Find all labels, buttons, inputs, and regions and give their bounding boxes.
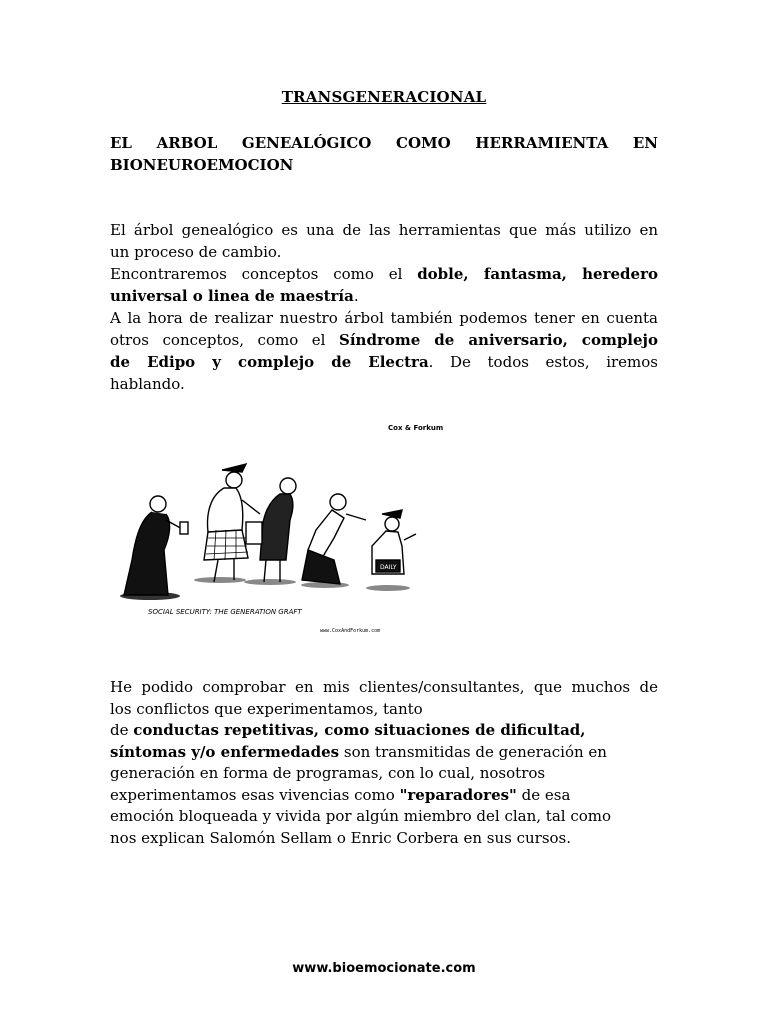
text-line xyxy=(110,263,658,285)
cartoon-url: www.CoxAndForkum.com xyxy=(320,628,381,634)
text-line: los conflictos que experimentamos, tanto xyxy=(110,699,423,718)
bold-span: doble, fantasma, heredero xyxy=(417,265,658,283)
text-span: Encontraremos conceptos como el xyxy=(110,265,418,283)
text-span: . De todos estos, iremos xyxy=(428,353,658,371)
subtitle-line-1: EL ARBOL GENEALÓGICO COMO HERRAMIENTA EN xyxy=(110,134,658,152)
text-line xyxy=(110,285,658,307)
page-title: TRANSGENERACIONAL xyxy=(281,88,487,106)
text-line xyxy=(110,351,658,373)
bold-span: conductas repetitivas, como situaciones de dificultad, xyxy=(133,721,586,739)
text-line: un proceso de cambio. xyxy=(110,243,282,261)
bold-span: de Edipo y complejo de Electra xyxy=(110,353,429,371)
bold-span: "reparadores" xyxy=(399,785,517,804)
text-line xyxy=(110,785,658,807)
text-span: otros conceptos, como el xyxy=(110,331,340,349)
cartoon-signature: Cox & Forkum xyxy=(388,424,444,432)
bold-span: Síndrome de aniversario, complejo xyxy=(339,331,658,349)
subtitle xyxy=(110,132,658,176)
text-span: experimentamos esas vivencias como xyxy=(110,785,400,804)
text-line: A la hora de realizar nuestro árbol también podemos tener en cuenta xyxy=(110,309,658,327)
footer-website: www.bioemocionate.com xyxy=(292,961,476,976)
bold-span: universal o linea de maestría xyxy=(110,287,354,305)
bold-span: síntomas y/o enfermedades xyxy=(110,742,340,761)
text-line xyxy=(110,329,658,351)
text-span: . xyxy=(353,287,359,305)
text-line: generación en forma de programas, con lo cual, nosotros xyxy=(110,764,546,782)
text-line: nos explican Salomón Sellam o Enric Corbera en sus cursos. xyxy=(110,828,572,847)
text-line: hablando. xyxy=(110,375,185,393)
text-line: emoción bloqueada y vivida por algún miembro del clan, tal como xyxy=(110,807,612,825)
text-span: de esa xyxy=(516,785,571,804)
text-line: El árbol genealógico es una de las herramientas que más utilizo en xyxy=(110,221,658,239)
paragraph-conflicts xyxy=(110,677,658,849)
cartoon-illustration xyxy=(110,410,444,640)
subtitle-line-2: BIONEUROEMOCION xyxy=(110,156,294,174)
cartoon-caption: SOCIAL SECURITY: THE GENERATION GRAFT xyxy=(148,608,302,616)
text-span: son transmitidas de generación en xyxy=(339,742,607,761)
paragraph-intro xyxy=(110,219,658,395)
text-span: de xyxy=(110,721,134,739)
text-line xyxy=(110,742,658,764)
daily-label: DAILY xyxy=(380,564,397,571)
text-line xyxy=(110,720,658,742)
text-line: He podido comprobar en mis clientes/consultantes, que muchos de xyxy=(110,678,658,696)
